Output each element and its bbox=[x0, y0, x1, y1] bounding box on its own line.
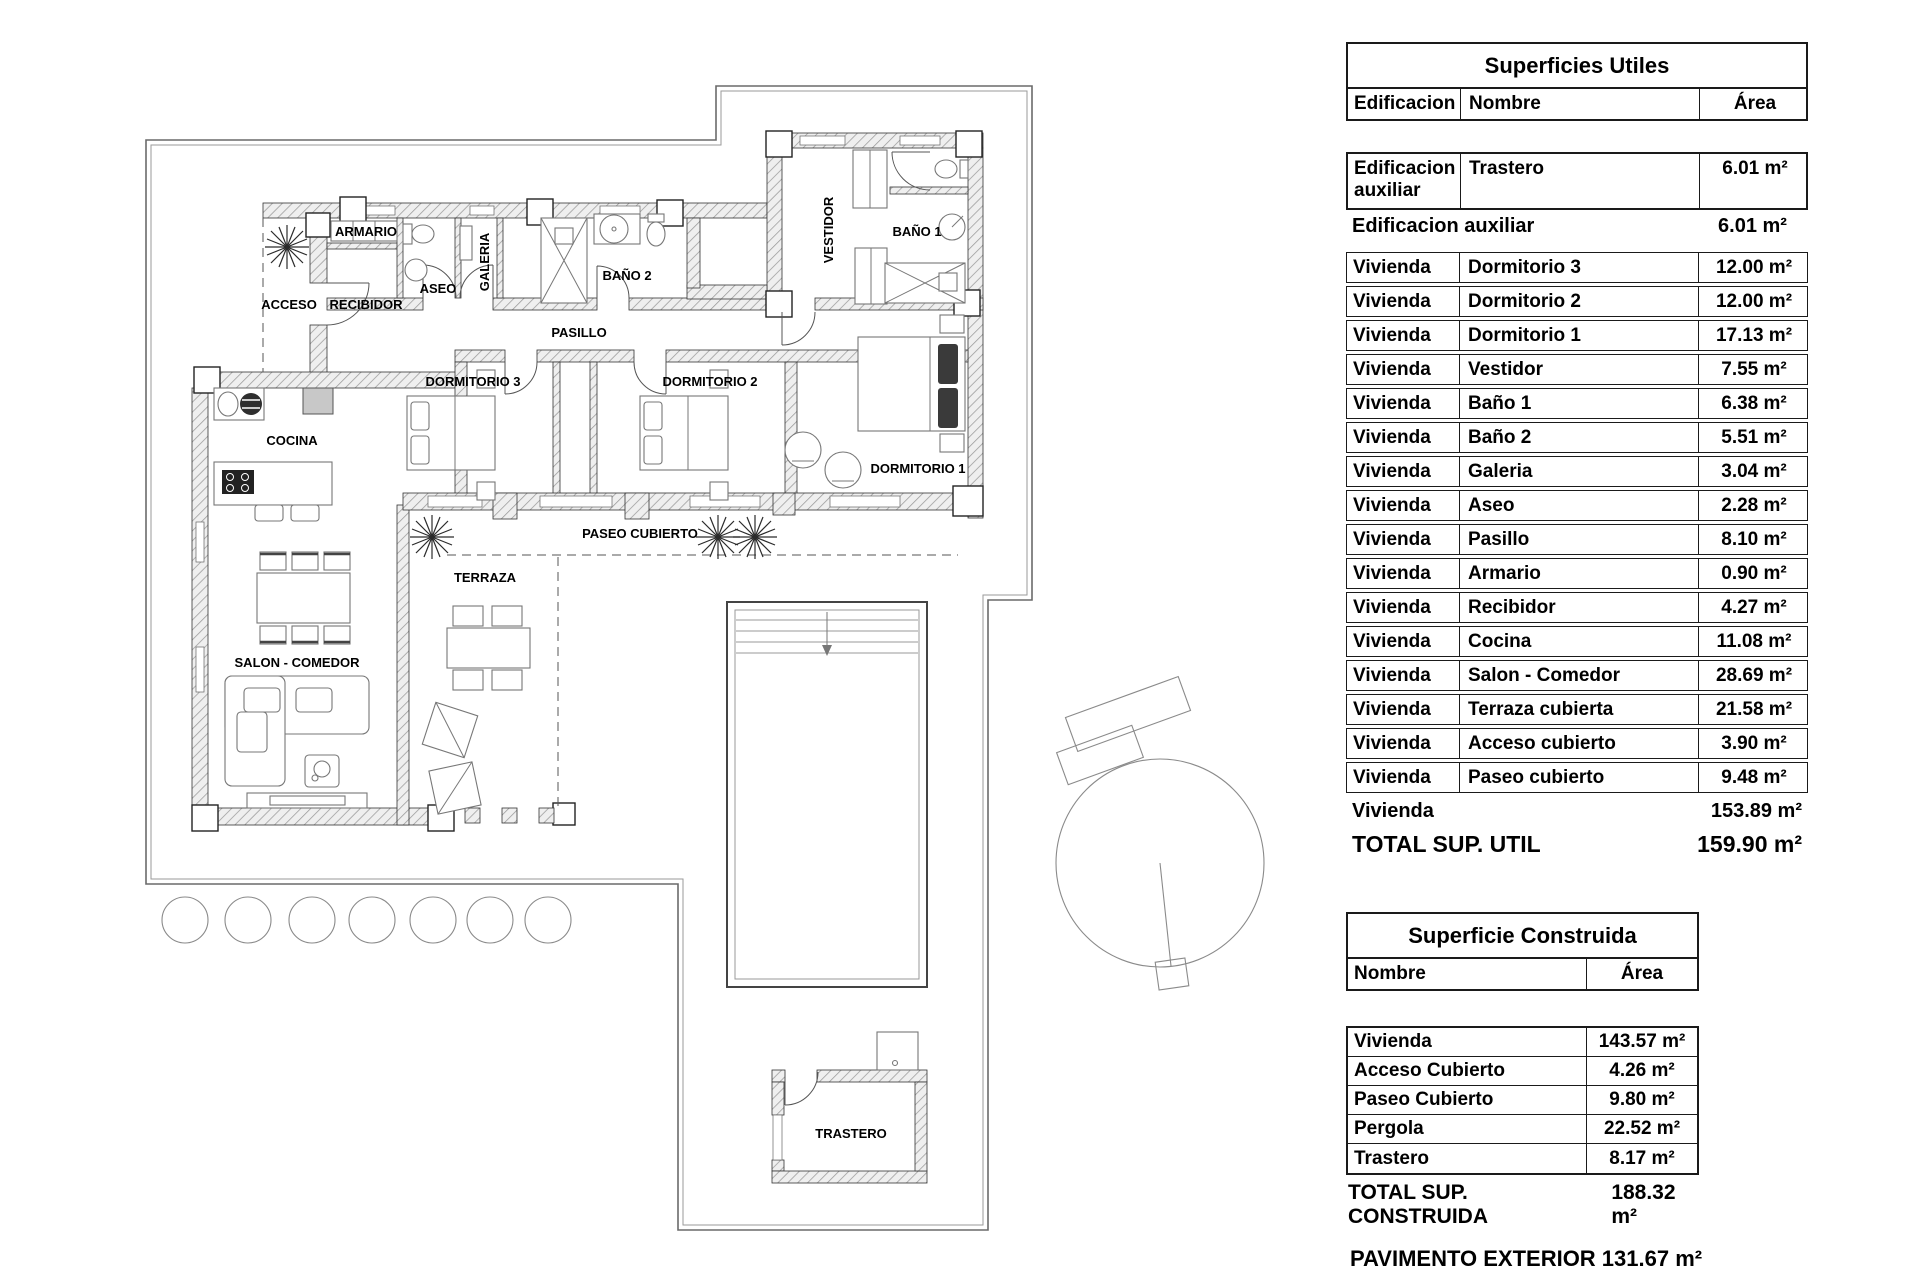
room-label-aseo: ASEO bbox=[419, 281, 457, 296]
cell-nombre: Recibidor bbox=[1459, 593, 1698, 622]
table-row bbox=[1346, 660, 1808, 691]
column-header-area: Área bbox=[1586, 959, 1697, 989]
cell-nombre: Vivienda bbox=[1354, 1031, 1432, 1052]
total-sup-util-row bbox=[1346, 826, 1808, 862]
cell-area: 28.69 m² bbox=[1698, 661, 1809, 690]
aux-total-label: Edificacion auxiliar bbox=[1352, 214, 1535, 237]
column-header-nombre: Nombre bbox=[1354, 963, 1426, 984]
cell-edificacion: Vivienda bbox=[1353, 426, 1431, 448]
table-row bbox=[1346, 456, 1808, 487]
room-label-acceso: ACCESO bbox=[261, 297, 317, 312]
total-sup-util-value: 159.90 m² bbox=[1697, 830, 1802, 857]
cell-edificacion: Vivienda bbox=[1353, 562, 1431, 584]
table-row bbox=[1346, 152, 1808, 210]
column-header-edificacion: Edificacion bbox=[1354, 93, 1456, 114]
cell-nombre: Galeria bbox=[1459, 457, 1698, 486]
cell-edificacion: Vivienda bbox=[1353, 528, 1431, 550]
cell-area: 11.08 m² bbox=[1698, 627, 1809, 656]
cell-area: 9.48 m² bbox=[1698, 763, 1809, 792]
room-label-cocina: COCINA bbox=[266, 433, 318, 448]
cell-nombre: Paseo Cubierto bbox=[1354, 1089, 1494, 1110]
table-row bbox=[1346, 524, 1808, 555]
table-row bbox=[1346, 694, 1808, 725]
cell-edificacion: Edificacion auxiliar bbox=[1354, 158, 1456, 201]
cell-nombre: Pasillo bbox=[1459, 525, 1698, 554]
superficies-utiles-title: Superficies Utiles bbox=[1484, 52, 1670, 78]
cell-nombre: Acceso Cubierto bbox=[1354, 1060, 1505, 1081]
table-row bbox=[1346, 422, 1808, 453]
table-row bbox=[1346, 252, 1808, 283]
aux-total-row bbox=[1346, 210, 1808, 242]
cell-area: 3.04 m² bbox=[1698, 457, 1809, 486]
cell-area: 17.13 m² bbox=[1698, 321, 1809, 350]
cell-edificacion: Vivienda bbox=[1353, 698, 1431, 720]
table-row bbox=[1348, 1115, 1697, 1144]
total-sup-construida-value: 188.32 m² bbox=[1611, 1181, 1676, 1228]
superficies-utiles-table bbox=[1346, 42, 1808, 862]
cell-nombre: Paseo cubierto bbox=[1459, 763, 1698, 792]
table-row bbox=[1346, 354, 1808, 385]
tree-row bbox=[162, 897, 571, 943]
cell-edificacion: Vivienda bbox=[1353, 256, 1431, 278]
cell-nombre: Aseo bbox=[1459, 491, 1698, 520]
cell-edificacion: Vivienda bbox=[1353, 494, 1431, 516]
cell-area: 12.00 m² bbox=[1698, 287, 1809, 316]
cell-nombre: Vestidor bbox=[1459, 355, 1698, 384]
pergola bbox=[1056, 677, 1264, 990]
cell-nombre: Terraza cubierta bbox=[1459, 695, 1698, 724]
room-label-dormitorio-3: DORMITORIO 3 bbox=[425, 374, 521, 389]
superficies-utiles-rows bbox=[1346, 252, 1808, 793]
room-label-dormitorio-1: DORMITORIO 1 bbox=[870, 461, 966, 476]
table-row bbox=[1348, 1144, 1697, 1173]
cell-area: 5.51 m² bbox=[1698, 423, 1809, 452]
room-label-dormitorio-2: DORMITORIO 2 bbox=[662, 374, 758, 389]
cell-area: 12.00 m² bbox=[1698, 253, 1809, 282]
pool bbox=[727, 602, 927, 987]
room-label-ba-o-1: BAÑO 1 bbox=[892, 224, 942, 239]
cell-area: 2.28 m² bbox=[1698, 491, 1809, 520]
cell-nombre: Baño 1 bbox=[1459, 389, 1698, 418]
room-label-terraza: TERRAZA bbox=[453, 570, 517, 585]
table-row bbox=[1348, 1086, 1697, 1115]
room-label-paseo-cubierto: PASEO CUBIERTO bbox=[582, 526, 698, 541]
cell-nombre: Acceso cubierto bbox=[1459, 729, 1698, 758]
cell-nombre: Dormitorio 3 bbox=[1459, 253, 1698, 282]
superficie-construida-title: Superficie Construida bbox=[1408, 922, 1637, 948]
superficie-construida-rows bbox=[1346, 1026, 1699, 1175]
room-label-pasillo: PASILLO bbox=[551, 325, 607, 340]
table-row bbox=[1346, 592, 1808, 623]
cell-area: 4.27 m² bbox=[1698, 593, 1809, 622]
room-label-recibidor: RECIBIDOR bbox=[329, 297, 403, 312]
cell-nombre: Pergola bbox=[1354, 1118, 1424, 1139]
cell-edificacion: Vivienda bbox=[1353, 460, 1431, 482]
cell-area: 8.17 m² bbox=[1586, 1144, 1697, 1173]
total-sup-util-label: TOTAL SUP. UTIL bbox=[1352, 830, 1541, 857]
cell-nombre: Cocina bbox=[1459, 627, 1698, 656]
superficie-construida-table bbox=[1346, 912, 1699, 1229]
cell-area: 22.52 m² bbox=[1586, 1115, 1697, 1143]
cell-area: 9.80 m² bbox=[1586, 1086, 1697, 1114]
cell-nombre: Trastero bbox=[1460, 154, 1699, 208]
table-row bbox=[1346, 626, 1808, 657]
total-sup-construida-label: TOTAL SUP. CONSTRUIDA bbox=[1348, 1181, 1488, 1228]
room-label-trastero: TRASTERO bbox=[815, 1126, 887, 1141]
cell-area: 7.55 m² bbox=[1698, 355, 1809, 384]
cell-area: 6.38 m² bbox=[1698, 389, 1809, 418]
cell-nombre: Dormitorio 2 bbox=[1459, 287, 1698, 316]
table-row bbox=[1346, 762, 1808, 793]
vivienda-total-label: Vivienda bbox=[1352, 799, 1434, 822]
column-header-nombre: Nombre bbox=[1460, 89, 1699, 119]
cell-edificacion: Vivienda bbox=[1353, 290, 1431, 312]
aux-total-value: 6.01 m² bbox=[1718, 214, 1787, 237]
cell-area: 4.26 m² bbox=[1586, 1057, 1697, 1085]
table-row bbox=[1346, 558, 1808, 589]
cell-edificacion: Vivienda bbox=[1353, 358, 1431, 380]
cell-area: 143.57 m² bbox=[1586, 1028, 1697, 1056]
room-label-ba-o-2: BAÑO 2 bbox=[602, 268, 652, 283]
table-row bbox=[1346, 490, 1808, 521]
cell-area: 6.01 m² bbox=[1699, 154, 1810, 208]
cell-edificacion: Vivienda bbox=[1353, 392, 1431, 414]
cell-nombre: Armario bbox=[1459, 559, 1698, 588]
cell-edificacion: Vivienda bbox=[1353, 596, 1431, 618]
pavimento-exterior-note: PAVIMENTO EXTERIOR 131.67 m² bbox=[1350, 1246, 1703, 1271]
cell-edificacion: Vivienda bbox=[1353, 324, 1431, 346]
table-row bbox=[1346, 728, 1808, 759]
room-label-salon-comedor: SALON - COMEDOR bbox=[234, 655, 360, 670]
table-row bbox=[1348, 1057, 1697, 1086]
trastero-building bbox=[877, 1032, 918, 1070]
cell-area: 21.58 m² bbox=[1698, 695, 1809, 724]
cell-nombre: Baño 2 bbox=[1459, 423, 1698, 452]
table-row bbox=[1346, 286, 1808, 317]
room-label-armario: ARMARIO bbox=[334, 224, 398, 239]
cell-area: 0.90 m² bbox=[1698, 559, 1809, 588]
cell-area: 3.90 m² bbox=[1698, 729, 1809, 758]
vivienda-total-value: 153.89 m² bbox=[1710, 799, 1802, 822]
cell-edificacion: Vivienda bbox=[1353, 630, 1431, 652]
cell-nombre: Dormitorio 1 bbox=[1459, 321, 1698, 350]
cell-edificacion: Vivienda bbox=[1353, 664, 1431, 686]
cell-edificacion: Vivienda bbox=[1353, 766, 1431, 788]
cell-edificacion: Vivienda bbox=[1353, 732, 1431, 754]
cell-nombre: Trastero bbox=[1354, 1147, 1429, 1169]
table-row bbox=[1346, 320, 1808, 351]
table-row bbox=[1348, 1028, 1697, 1057]
total-sup-construida-row bbox=[1346, 1181, 1699, 1229]
column-header-area: Área bbox=[1699, 89, 1810, 119]
cell-nombre: Salon - Comedor bbox=[1459, 661, 1698, 690]
room-label-vestidor: VESTIDOR bbox=[821, 196, 836, 264]
room-label-galeria: GALERIA bbox=[477, 232, 492, 292]
cell-area: 8.10 m² bbox=[1698, 525, 1809, 554]
table-row bbox=[1346, 388, 1808, 419]
vivienda-total-row bbox=[1346, 796, 1808, 826]
